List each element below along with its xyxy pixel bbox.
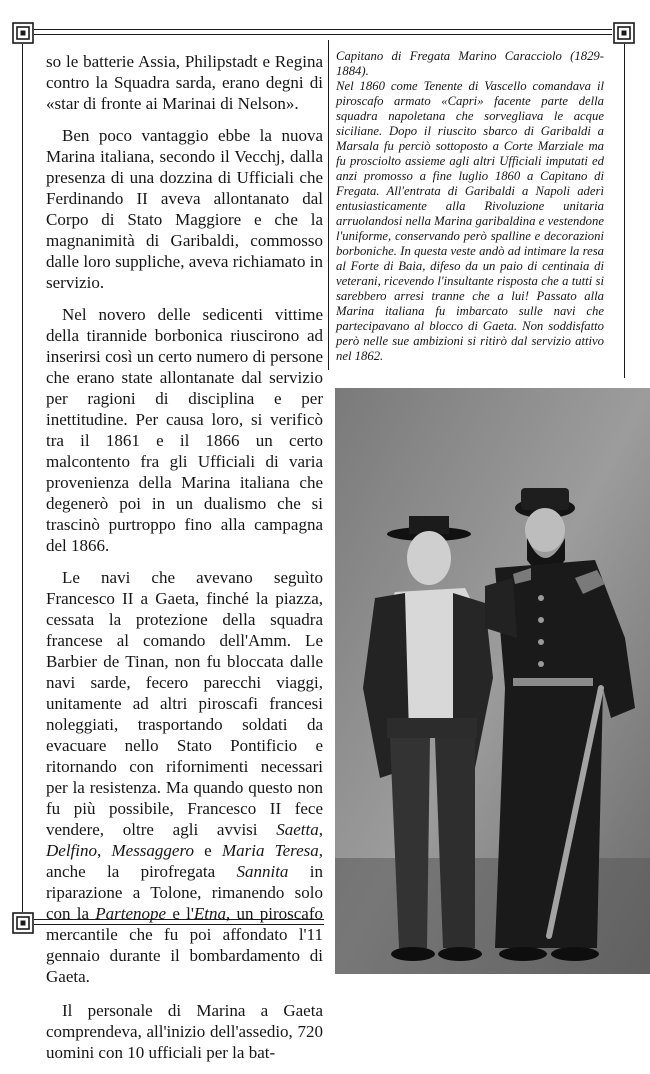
corner-ornament-top-left-icon (12, 22, 34, 44)
ships-text-mid-2: in riparazione a Tolone, rimanendo solo con la (46, 862, 323, 923)
corner-ornament-top-right-icon (613, 22, 635, 44)
ships-text-mid-3: e l' (166, 904, 194, 923)
column-divider-rule (328, 40, 329, 370)
ship-name-sannita: Sannita (236, 862, 289, 881)
corner-ornament-bottom-left-icon (12, 912, 34, 934)
historical-photo (335, 388, 650, 974)
article-paragraph-4: Il personale di Marina a Gaeta comprendeva, all'inizio dell'assedio, 720 uomini con 10 ufficiali per la bat- (46, 1001, 323, 1062)
article-paragraph-2: Ben poco vantaggio ebbe la nuova Marina italiana, secondo il Vecchj, dalla presenza di una dozzina di Ufficiali che Ferdinando II aveva allontanato dal Corpo di Stato Maggiore e che la magnanimità di Garibaldi, commosso dalle loro suppliche, aveva richiamato in servizio. (46, 126, 323, 292)
ships-text-mid-1: , anche la pirofregata (46, 841, 324, 881)
ships-text-sep-1: , (318, 820, 323, 839)
ship-name-messaggero: Messaggero (111, 841, 194, 860)
article-paragraph-ships (46, 567, 323, 987)
article-paragraph-3: Nel novero delle sedicenti vittime della tirannide borbonica riuscirono ad inserirsi così un certo numero di persone che erano state allontanate dal servizio per ragioni di disciplina e per inettitudine. Per causa loro, si verificò tra il 1861 e il 1866 un certo malcontento fra gli Ufficiali di varia provenienza della Marina italiana che degenerò poi in un dualismo che si trascinò purtroppo fino alla campagna del 1866. (46, 305, 323, 555)
ships-text-sep-3: e (193, 841, 222, 860)
right-border-rule (624, 44, 625, 378)
left-border-rule (22, 44, 23, 912)
ships-text-intro: Le navi che avevano seguìto Francesco II a Gaeta, finché la piazza, cessata la protezione della squadra francese al comando dell'Amm. Le Barbier de Tinan, non fu bloccata dalle navi sarde, fecero parecchi viaggi, unitamente ad altri piroscafi francesi noleggiati, trasportando soldati da evacuare nello Stato Pontificio e ritornando con rifornimenti necessari per la resistenza. Ma quando questo non fu più possibile, Francesco II fece vendere, oltre agli avvisi (46, 568, 323, 839)
ship-name-etna: Etna (193, 904, 227, 923)
top-border-rule (34, 29, 612, 35)
photo-caption (336, 49, 604, 364)
article-paragraph-1: so le batterie Assia, Philipstadt e Regina contro la Squadra sarda, erano degni di «star di fronte ai Marinai di Nelson». (46, 52, 323, 113)
ships-text-sep-2: , (97, 841, 112, 860)
caption-body: Nel 1860 come Tenente di Vascello comandava il piroscafo armato «Capri» facente parte della squadra napoletana che sorvegliava le acque siciliane. Dopo il riuscito sbarco di Garibaldi a Marsala fu perciò sottoposto a Corte Marziale ma fu prosciolto assieme agli altri Ufficiali imputati ed anzi promosso a fine luglio 1860 a Capitano di Fregata. All'entrata di Garibaldi a Napoli aderì entusiasticamente alla Rivoluzione unitaria arruolandosi nella Marina garibaldina e vestendone l'uniforme, conservando però spalline e decorazioni borboniche. In questa veste andò ad intimare la resa al Forte di Baia, difeso da un paio di centinaia di veterani, ricevendo l'insultante risposta che a tutti si sarebbero arresi tranne che a lui! Passato alla Marina italiana fu imbarcato sulle navi che partecipavano al blocco di Gaeta. Non soddisfatto però nelle sue ambizioni si ritirò dal servizio attivo nel 1862. (336, 79, 604, 363)
ship-name-partenope: Partenope (95, 904, 167, 923)
ship-name-saetta: Saetta (276, 820, 319, 839)
ships-text-end: , un piroscafo mercantile che fu poi affondato l'11 gennaio durante il bombardamento di Gaeta. (46, 904, 323, 986)
ship-name-maria-teresa: Maria Teresa (221, 841, 319, 860)
ship-name-delfino: Delfino (46, 841, 97, 860)
article-column (46, 51, 323, 1074)
caption-title: Capitano di Fregata Marino Caracciolo (1829-1884). (336, 49, 604, 78)
